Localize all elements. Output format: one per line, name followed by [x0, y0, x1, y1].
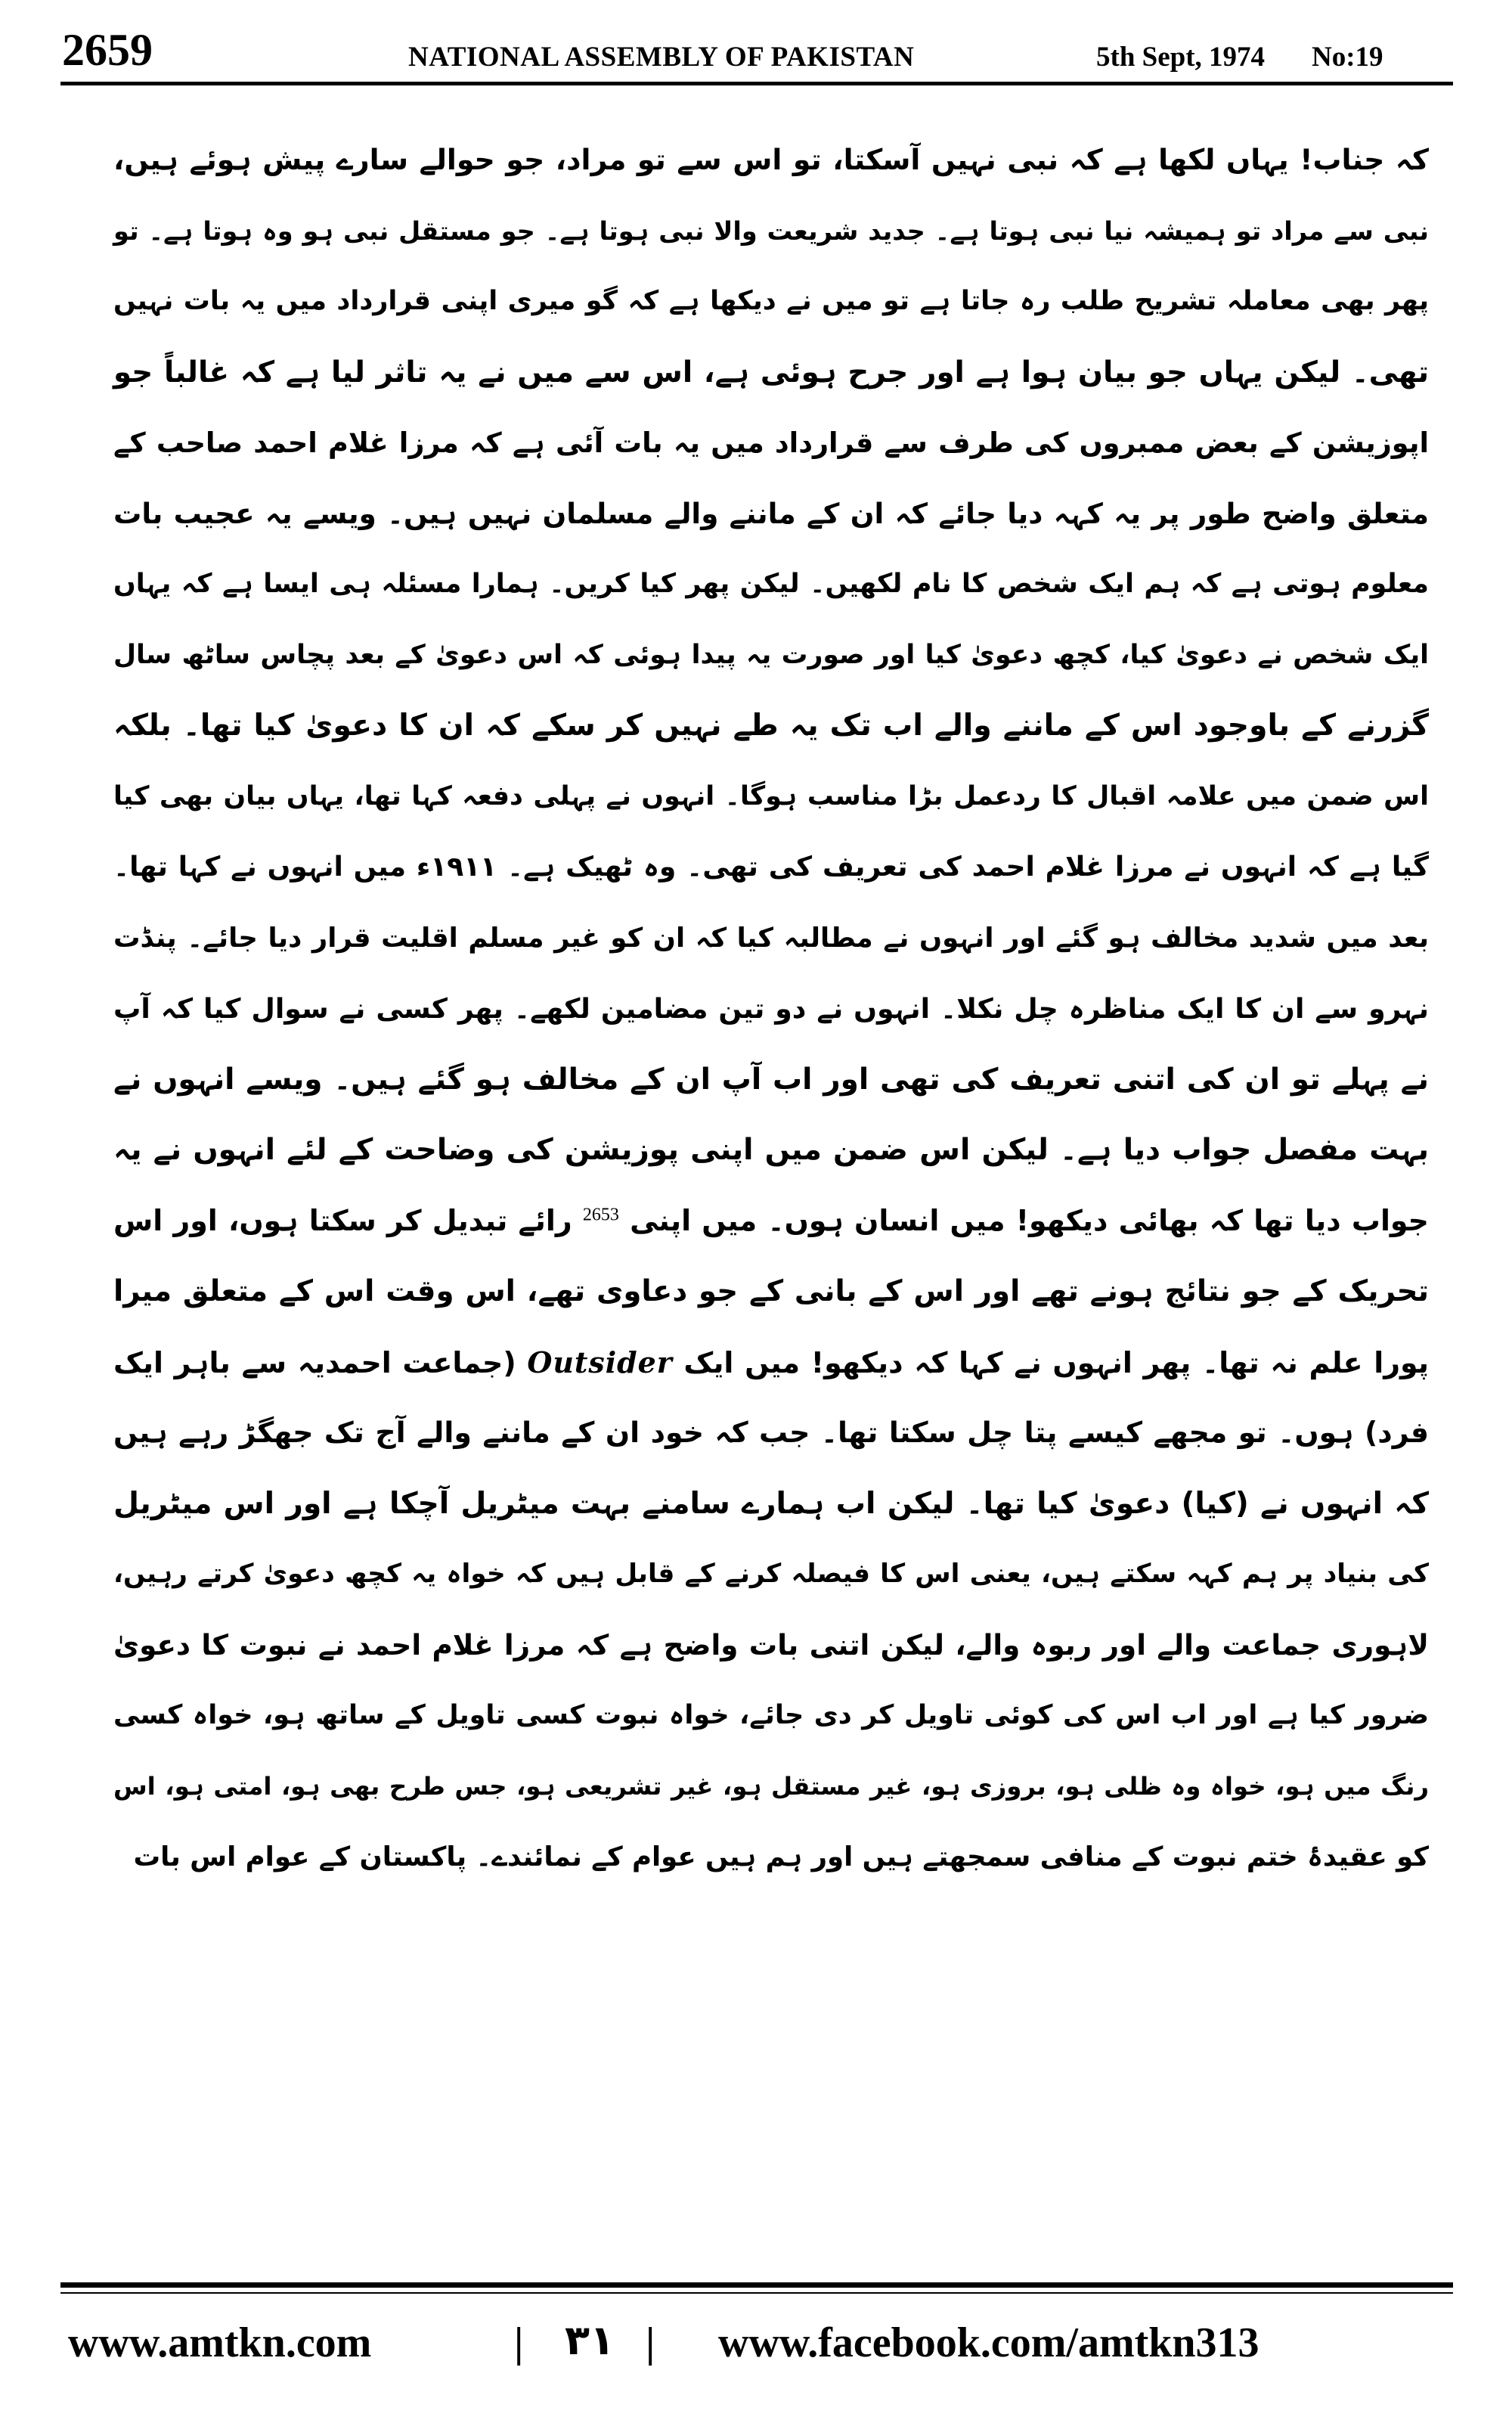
urdu-text-body — [113, 125, 1429, 2250]
text-line: تحریک کے جو نتائج ہونے تھے اور اس کے بانی کے جو دعاوی تھے، اس وقت اس کے متعلق میرا — [113, 1274, 1429, 1308]
text-line: گزرنے کے باوجود اس کے ماننے والے اب تک یہ طے نہیں کر سکے کہ ان کا دعویٰ کیا تھا۔ بلکہ — [113, 708, 1429, 743]
text-line: اس ضمن میں علامہ اقبال کا ردعمل بڑا مناسب ہوگا۔ انہوں نے پہلی دفعہ کہا تھا، یہاں بیان بھی کیا — [113, 780, 1429, 811]
website-link[interactable]: www.amtkn.com — [68, 2319, 372, 2366]
session-number: No:19 — [1312, 42, 1383, 73]
text-line: فرد) ہوں۔ تو مجھے کیسے پتا چل سکتا تھا۔ جب کہ خود ان کے ماننے والے آج تک جھگڑ رہے ہیں — [113, 1416, 1429, 1449]
text-line: گیا ہے کہ انہوں نے مرزا غلام احمد کی تعریف کی تھی۔ وہ ٹھیک ہے۔ ۱۹۱۱ء میں انہوں نے کہا تھا۔ — [113, 852, 1429, 883]
line-segment: جواب دیا تھا کہ بھائی دیکھو! میں انسان ہوں۔ میں اپنی — [630, 1203, 1429, 1237]
text-line: اپوزیشن کے بعض ممبروں کی طرف سے قرارداد میں یہ بات آئی ہے کہ مرزا غلام احمد صاحب کے — [113, 427, 1429, 459]
text-line: ضرور کیا ہے اور اب اس کی کوئی تاویل کر دی جائے، خواہ نبوت کسی تاویل کے ساتھ ہو، خواہ کسی — [113, 1700, 1429, 1730]
text-line: متعلق واضح طور پر یہ کہہ دیا جائے کہ ان کے ماننے والے مسلمان نہیں ہیں۔ ویسے یہ عجیب بات — [113, 496, 1429, 530]
footer-separator: | — [514, 2319, 524, 2366]
session-date: 5th Sept, 1974 — [1096, 42, 1266, 73]
line-segment: رائے تبدیل کر سکتا ہوں، اور اس — [113, 1203, 572, 1237]
text-line: کو عقیدۂ ختم نبوت کے منافی سمجھتے ہیں اور ہم ہیں عوام کے نمائندے۔ پاکستان کے عوام اس بات — [133, 1841, 1429, 1872]
page-header — [0, 0, 1512, 113]
text-line: رنگ میں ہو، خواہ وہ ظلی ہو، بروزی ہو، غیر مستقل ہو، غیر تشریعی ہو، جس طرح بھی ہو، امتی ہو، اس — [113, 1771, 1429, 1801]
line-segment: (جماعت احمدیہ سے باہر ایک — [113, 1345, 516, 1379]
text-line: نبی سے مراد تو ہمیشہ نیا نبی ہوتا ہے۔ جدید شریعت والا نبی ہوتا ہے۔ جو مستقل نبی ہو وہ ہوتا ہے۔ تو — [113, 216, 1429, 246]
page-footer — [60, 2307, 1453, 2382]
footer-rule-thick — [60, 2282, 1453, 2288]
marginal-page-reference: 2653 — [582, 1204, 619, 1224]
footer-separator: | — [646, 2319, 655, 2366]
line-segment: پورا علم نہ تھا۔ پھر انہوں نے کہا کہ دیکھو! میں ایک — [683, 1345, 1430, 1379]
text-line: نہرو سے ان کا ایک مناظرہ چل نکلا۔ انہوں نے دو تین مضامین لکھے۔ پھر کسی نے سوال کیا کہ آپ — [113, 992, 1429, 1025]
text-line-with-latin-word — [113, 1327, 1429, 1398]
text-line: معلوم ہوتی ہے کہ ہم ایک شخص کا نام لکھیں۔ لیکن پھر کیا کریں۔ ہمارا مسئلہ ہی ایسا ہے کہ یہاں — [113, 569, 1429, 599]
text-line: تھی۔ لیکن یہاں جو بیان ہوا ہے اور جرح ہوئی ہے، اس سے میں نے یہ تاثر لیا ہے کہ غالباً جو — [113, 355, 1429, 389]
text-line: لاہوری جماعت والے اور ربوہ والے، لیکن اتنی بات واضح ہے کہ مرزا غلام احمد نے نبوت کا دعویٰ — [113, 1627, 1429, 1661]
text-line: بہت مفصل جواب دیا ہے۔ لیکن اس ضمن میں اپنی پوزیشن کی وضاحت کے لئے انہوں نے یہ — [113, 1133, 1429, 1167]
text-line-with-marginal-ref — [113, 1186, 1429, 1257]
facebook-link[interactable]: www.facebook.com/amtkn313 — [718, 2319, 1259, 2366]
text-line: کہ جناب! یہاں لکھا ہے کہ نبی نہیں آسکتا، تو اس سے تو مراد، جو حوالے سارے پیش ہوئے ہیں، — [113, 143, 1429, 176]
page-number: 2659 — [62, 25, 153, 75]
footer-rule-thin — [60, 2292, 1453, 2294]
text-line: نے پہلے تو ان کی اتنی تعریف کی تھی اور اب آپ ان کے مخالف ہو گئے ہیں۔ ویسے انہوں نے — [113, 1062, 1429, 1097]
footer-page-number: ۳۱ — [565, 2316, 615, 2364]
text-line: کہ انہوں نے (کیا) دعویٰ کیا تھا۔ لیکن اب ہمارے سامنے بہت میٹریل آچکا ہے اور اس میٹریل — [113, 1486, 1429, 1521]
assembly-title: NATIONAL ASSEMBLY OF PAKISTAN — [408, 42, 915, 73]
header-rule — [60, 82, 1453, 85]
text-line: بعد میں شدید مخالف ہو گئے اور انہوں نے مطالبہ کیا کہ ان کو غیر مسلم اقلیت قرار دیا جائے۔ پنڈت — [113, 922, 1429, 954]
outsider-term: Outsider — [527, 1345, 673, 1379]
text-line: پھر بھی معاملہ تشریح طلب رہ جاتا ہے تو میں نے دیکھا ہے کہ گو میری اپنی قرارداد میں یہ بات نہیں — [113, 286, 1429, 316]
text-line: ایک شخص نے دعویٰ کیا، کچھ دعویٰ کیا اور صورت یہ پیدا ہوئی کہ اس دعویٰ کے بعد پچاس ساٹھ سال — [113, 639, 1429, 670]
text-line: کی بنیاد پر ہم کہہ سکتے ہیں، یعنی اس کا فیصلہ کرنے کے قابل ہیں کہ خواہ یہ کچھ دعویٰ کرتے رہیں، — [113, 1559, 1429, 1589]
